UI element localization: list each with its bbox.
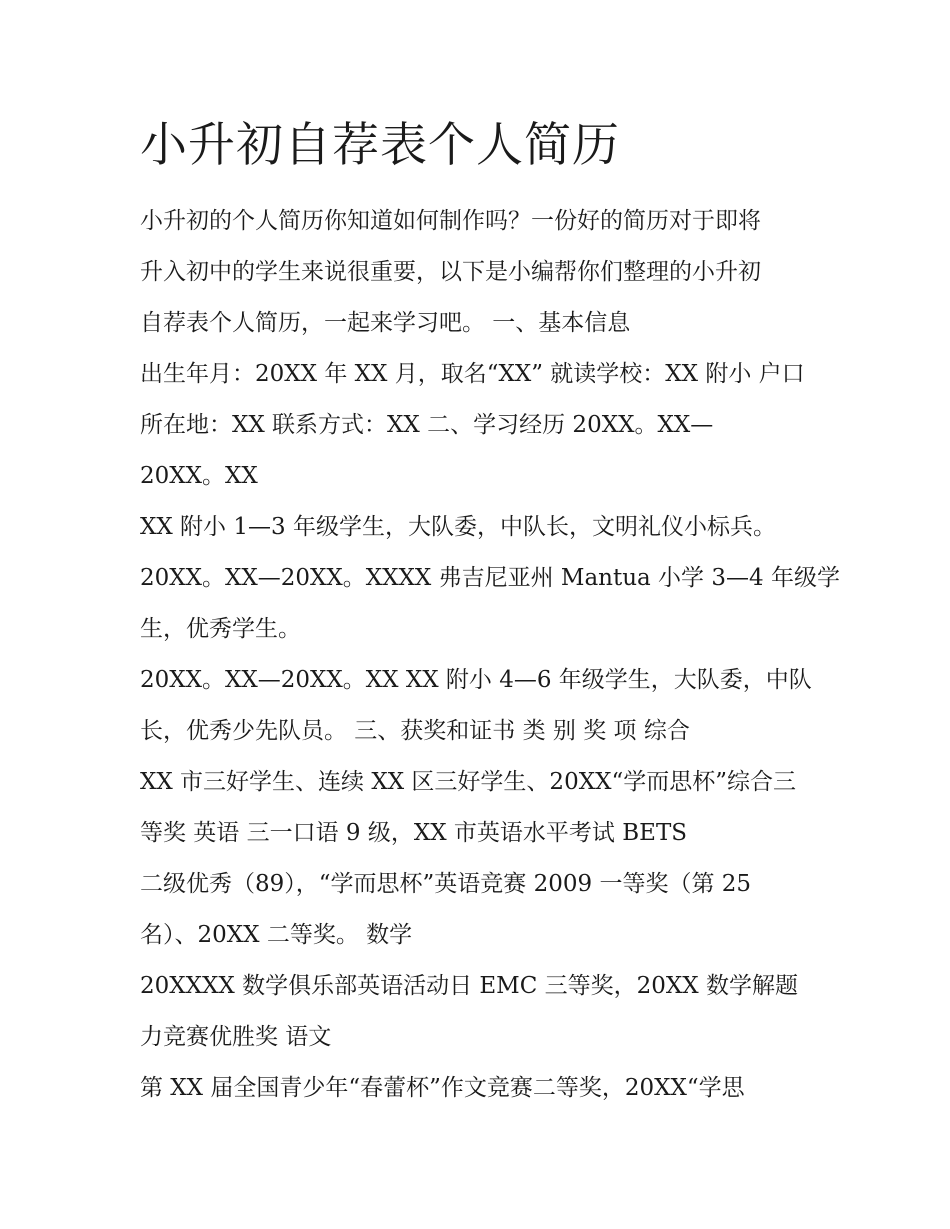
text-line: 自荐表个人简历，一起来学习吧。 一、基本信息: [140, 310, 631, 336]
text-line: 二级优秀（89），“学而思杯”英语竞赛 2009 一等奖（第 25: [140, 871, 752, 897]
text-line: XX 附小 1—3 年级学生，大队委，中队长，文明礼仪小标兵。: [140, 514, 776, 540]
text-line: 生，优秀学生。: [140, 616, 301, 642]
text-line: 名）、20XX 二等奖。 数学: [140, 922, 413, 948]
body-text: [140, 196, 840, 1114]
text-line: 所在地：XX 联系方式：XX 二、学习经历 20XX。XX—: [140, 412, 714, 438]
text-line: 第 XX 届全国青少年“春蕾杯”作文竞赛二等奖，20XX“学思: [140, 1075, 745, 1101]
text-line: 等奖 英语 三一口语 9 级，XX 市英语水平考试 BETS: [140, 820, 688, 846]
text-line: 出生年月：20XX 年 XX 月，取名“XX” 就读学校：XX 附小 户口: [140, 361, 805, 387]
page-title: 小升初自荐表个人简历: [140, 118, 620, 173]
text-line: 力竞赛优胜奖 语文: [140, 1024, 332, 1050]
text-line: 20XXXX 数学俱乐部英语活动日 EMC 三等奖，20XX 数学解题: [140, 973, 798, 999]
text-line: 升入初中的学生来说很重要，以下是小编帮你们整理的小升初: [140, 259, 761, 285]
text-line: 20XX。XX—20XX。XX XX 附小 4—6 年级学生，大队委，中队: [140, 667, 812, 693]
text-line: 20XX。XX—20XX。XXXX 弗吉尼亚州 Mantua 小学 3—4 年级学: [140, 565, 840, 591]
text-line: XX 市三好学生、连续 XX 区三好学生、20XX“学而思杯”综合三: [140, 769, 796, 795]
text-line: 小升初的个人简历你知道如何制作吗？一份好的简历对于即将: [140, 208, 761, 234]
text-line: 20XX。XX: [140, 463, 258, 489]
text-line: 长，优秀少先队员。 三、获奖和证书 类 别 奖 项 综合: [140, 718, 690, 744]
